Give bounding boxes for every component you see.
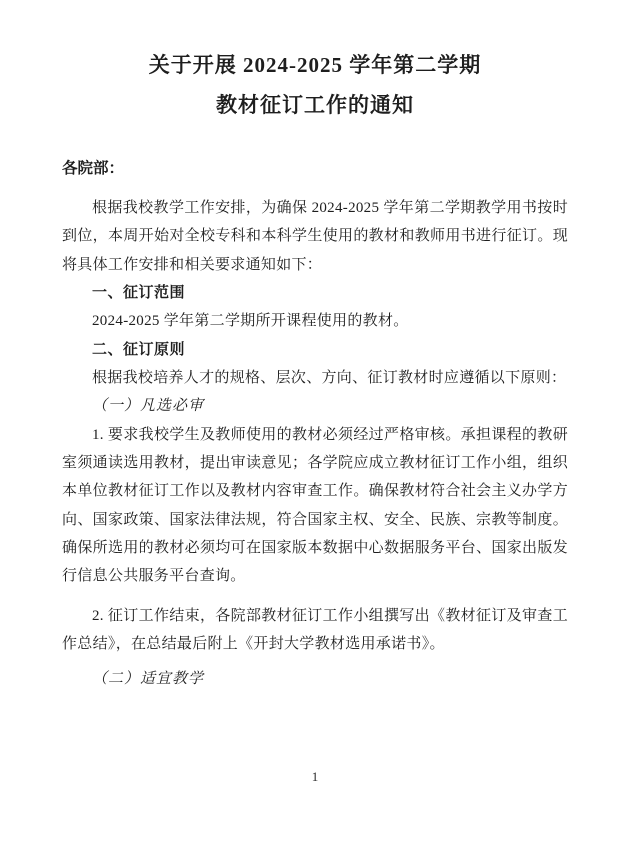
title-line-1: 关于开展 2024-2025 学年第二学期 [148, 53, 482, 77]
salutation: 各院部： [62, 160, 125, 177]
document-content [62, 0, 568, 693]
section-2-intro: 根据我校培养人才的规格、层次、方向、征订教材时应遵循以下原则： [92, 370, 567, 387]
subsection-1-item-2: 2. 征订工作结束，各院部教材征订工作小组撰写出《教材征订及审查工作总结》，在总结最后附上《开封大学教材选用承诺书》。 [62, 607, 568, 653]
subsection-2-heading: （二）适宜教学 [92, 670, 205, 687]
document-title [62, 0, 568, 125]
section-1-body: 2024-2025 学年第二学期所开课程使用的教材。 [92, 313, 409, 330]
subsection-1-item-1: 1. 要求我校学生及教师使用的教材必须经过严格审核。承担课程的教研室须通读选用教材，提出审读意见；各学院应成立教材征订工作小组，组织本单位教材征订工作以及教材内容审查工作。确保教材符合社会主义办学方向、国家政策、国家法律法规，符合国家主权、安全、民族、宗教等制度。确保所选用的教材必须均可在国家版本数据中心数据服务平台、国家出版发行信息公共服务平台查询。 [62, 426, 568, 585]
page-number: 1 [311, 769, 319, 784]
subsection-1-heading: （一）凡选必审 [92, 398, 205, 415]
section-2-heading: 二、征订原则 [92, 341, 186, 358]
intro-paragraph: 根据我校教学工作安排，为确保 2024-2025 学年第二学期教学用书按时到位，本周开始对全校专科和本科学生使用的教材和教师用书进行征订。现将具体工作安排和相关要求通知如下： [62, 200, 568, 273]
section-1-heading: 一、征订范围 [92, 285, 186, 302]
title-line-2: 教材征订工作的通知 [216, 93, 414, 117]
